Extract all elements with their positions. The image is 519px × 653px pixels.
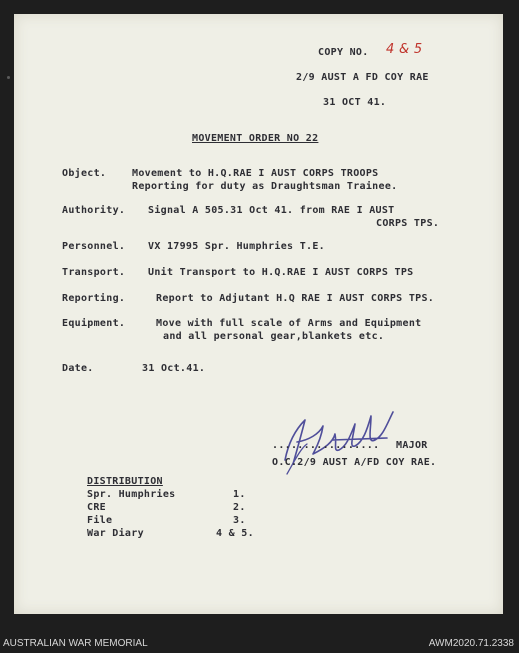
distribution-recipient: Spr. Humphries [87, 489, 176, 500]
signature-dots: ................. [272, 440, 380, 451]
transport-label: Transport. [62, 267, 126, 278]
distribution-copy: 2. [233, 502, 246, 513]
archive-credit: AUSTRALIAN WAR MEMORIAL [3, 638, 148, 649]
signature-appointment: O.C.2/9 AUST A/FD COY RAE. [272, 457, 437, 468]
copy-label: COPY NO. [318, 47, 369, 58]
distribution-heading: DISTRIBUTION [87, 476, 163, 487]
date-value: 31 Oct.41. [142, 363, 206, 374]
transport-value: Unit Transport to H.Q.RAE I AUST CORPS TPS [148, 267, 414, 278]
authority-line-2: CORPS TPS. [376, 218, 440, 229]
archive-reference: AWM2020.71.2338 [428, 638, 514, 649]
distribution-recipient: CRE [87, 502, 106, 513]
reporting-value: Report to Adjutant H.Q RAE I AUST CORPS TPS. [156, 293, 435, 304]
unit-line: 2/9 AUST A FD COY RAE [296, 72, 429, 83]
binder-hole [7, 76, 10, 79]
equipment-label: Equipment. [62, 318, 126, 329]
copy-number: 4 & 5 [386, 42, 423, 57]
reporting-label: Reporting. [62, 293, 126, 304]
object-line-2: Reporting for duty as Draughtsman Trainee. [132, 181, 398, 192]
distribution-recipient: File [87, 515, 113, 526]
header-date: 31 OCT 41. [323, 97, 387, 108]
object-label: Object. [62, 168, 107, 179]
personnel-label: Personnel. [62, 241, 126, 252]
equipment-line-2: and all personal gear,blankets etc. [163, 331, 385, 342]
page-title: MOVEMENT ORDER NO 22 [192, 133, 319, 144]
signature-rank: MAJOR [396, 440, 428, 451]
distribution-copy: 4 & 5. [216, 528, 254, 539]
object-line-1: Movement to H.Q.RAE I AUST CORPS TROOPS [132, 168, 379, 179]
equipment-line-1: Move with full scale of Arms and Equipment [156, 318, 422, 329]
distribution-copy: 3. [233, 515, 246, 526]
date-label: Date. [62, 363, 94, 374]
authority-line-1: Signal A 505.31 Oct 41. from RAE I AUST [148, 205, 395, 216]
authority-label: Authority. [62, 205, 126, 216]
personnel-value: VX 17995 Spr. Humphries T.E. [148, 241, 325, 252]
distribution-recipient: War Diary [87, 528, 144, 539]
distribution-copy: 1. [233, 489, 246, 500]
